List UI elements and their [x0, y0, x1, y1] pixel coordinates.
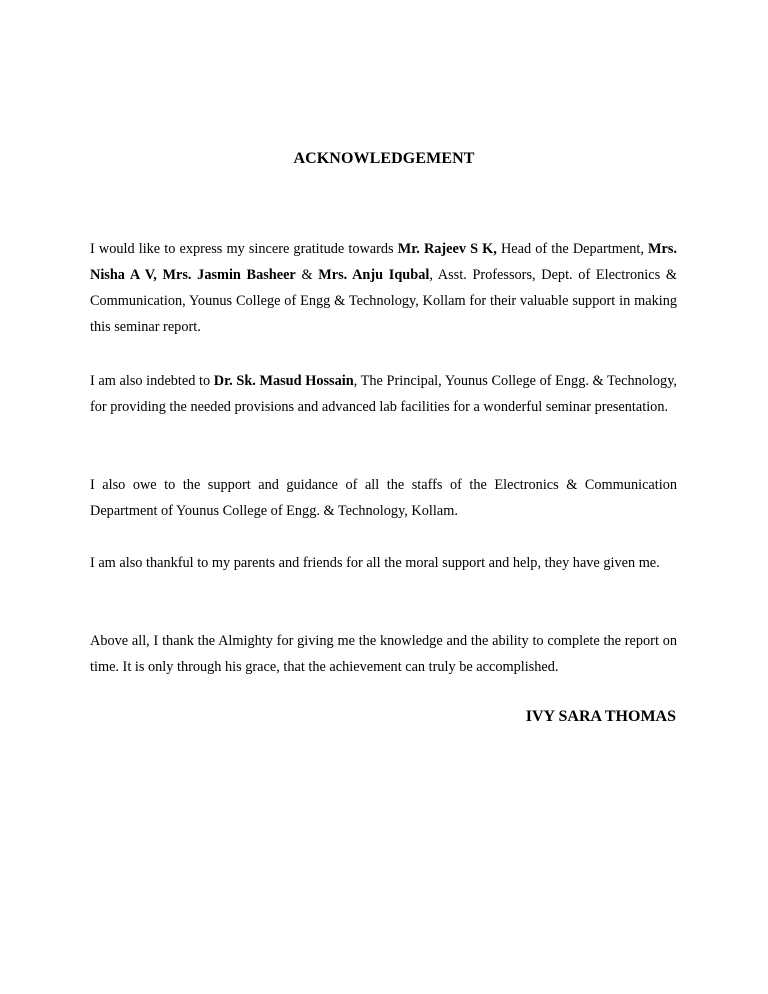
name-hod: Mr. Rajeev S K, — [397, 241, 497, 257]
paragraph-almighty: Above all, I thank the Almighty for giving me the knowledge and the ability to complete the report on time. It is only through his grace, that the achievement can truly be accomplished. — [90, 633, 677, 675]
paragraph-principal — [90, 368, 677, 420]
text-segment: I am also indebted to — [90, 373, 214, 389]
paragraph-staff: I also owe to the support and guidance of all the staffs of the Electronics & Communication Department of Younus College of Engg. & Technology, Kollam. — [90, 477, 677, 519]
name-principal: Dr. Sk. Masud Hossain — [213, 373, 354, 389]
paragraph-gratitude — [90, 236, 677, 340]
text-segment: Head of the Department, — [496, 241, 649, 257]
name-professor: Mrs. Anju Iqubal — [318, 267, 430, 283]
paragraph-family: I am also thankful to my parents and friends for all the moral support and help, they have given me. — [90, 555, 660, 571]
author-signature: IVY SARA THOMAS — [525, 708, 676, 725]
text-segment: , Asst. Professors, Dept. of Electronics & Communication, Younus College of Engg & Technology, Kollam for their valuable support in making this seminar report. — [90, 267, 677, 335]
text-segment: , The Principal, Younus College of Engg. & Technology, for providing the needed provisions and advanced lab facilities for a wonderful seminar presentation. — [90, 373, 677, 415]
page-title: ACKNOWLEDGEMENT — [293, 150, 475, 167]
text-segment: I would like to express my sincere gratitude towards — [90, 241, 398, 257]
name-professors: Mrs. Nisha A V, Mrs. Jasmin Basheer — [90, 241, 677, 283]
text-segment: & — [295, 267, 319, 283]
